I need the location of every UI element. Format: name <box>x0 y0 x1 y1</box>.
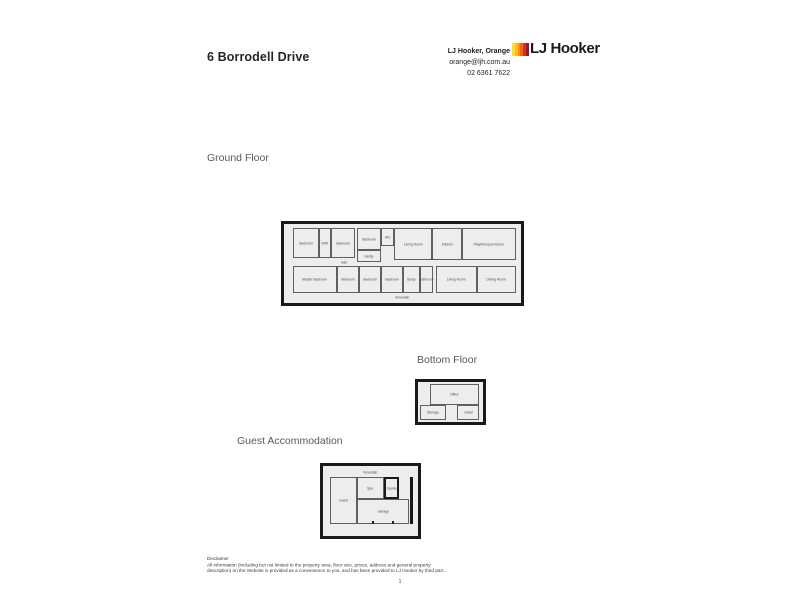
room-sauna: Sauna <box>384 477 399 499</box>
room-master-bedroom: Master Bedroom <box>293 266 337 293</box>
ground-floor-plan <box>281 221 524 306</box>
ground-floor-label: Ground Floor <box>207 152 269 164</box>
room-bedroom: Bedroom <box>337 266 359 293</box>
room-kitchen: Kitchen <box>432 228 462 260</box>
logo-wordmark: LJ Hooker <box>530 40 600 57</box>
disclaimer-block <box>207 556 451 574</box>
logo-flame-icon <box>512 43 529 56</box>
page-title: 6 Borrodell Drive <box>207 50 310 64</box>
room-living: Living Room <box>394 228 432 260</box>
room-vanity: Vanity <box>357 250 381 262</box>
guest-accommodation-plan <box>320 463 421 539</box>
lj-hooker-logo <box>512 41 600 57</box>
room-wir: WIR <box>319 228 331 258</box>
garage-post <box>372 521 374 524</box>
room-bedroom: Bedroom <box>359 266 381 293</box>
guest-accommodation-label: Guest Accommodation <box>237 435 343 447</box>
agency-email: orange@ljh.com.au <box>449 58 510 66</box>
bottom-floor-label: Bottom Floor <box>417 354 478 366</box>
disclaimer-title: Disclaimer <box>207 556 229 562</box>
garage-post <box>392 521 394 524</box>
room-bedroom: Bedroom <box>331 228 355 258</box>
room-study: Study <box>403 266 420 293</box>
agency-contact-block <box>400 47 510 79</box>
room-spa: Spa <box>357 477 384 499</box>
room-bedroom: Bedroom <box>381 266 403 293</box>
page-number: 1 <box>398 578 402 584</box>
disclaimer-text: All information (including but not limited to the property area, floor size, prices, address and general property description) on the Website is provided as a convenience to you, and has been provided to LJ Hooker by third part... <box>207 562 448 574</box>
room-dining: Dining Room <box>477 266 516 293</box>
agency-name: LJ Hooker, Orange <box>447 48 510 55</box>
room-wc: WC <box>381 228 394 246</box>
agency-phone: 02 6361 7622 <box>467 69 510 77</box>
room-hall: Hall <box>340 260 347 264</box>
room-storage: Storage <box>420 405 446 420</box>
room-bedroom: Bedroom <box>293 228 319 258</box>
bottom-floor-plan <box>415 379 486 425</box>
deck-wall <box>410 477 413 524</box>
room-bedroom: Bedroom <box>357 228 381 250</box>
room-verandah: Verandah <box>395 295 410 300</box>
room-cellar: Cellar <box>457 405 479 420</box>
room-garage: Garage <box>357 499 409 524</box>
room-office: Office <box>430 384 479 405</box>
room-guest: Guest <box>330 477 357 524</box>
room-rumpus: Play/Rumpus Room <box>462 228 516 260</box>
room-verandah: Verandah <box>363 470 378 474</box>
room-bathroom: Bathroom <box>420 266 433 293</box>
room-living: Living Room <box>436 266 477 293</box>
